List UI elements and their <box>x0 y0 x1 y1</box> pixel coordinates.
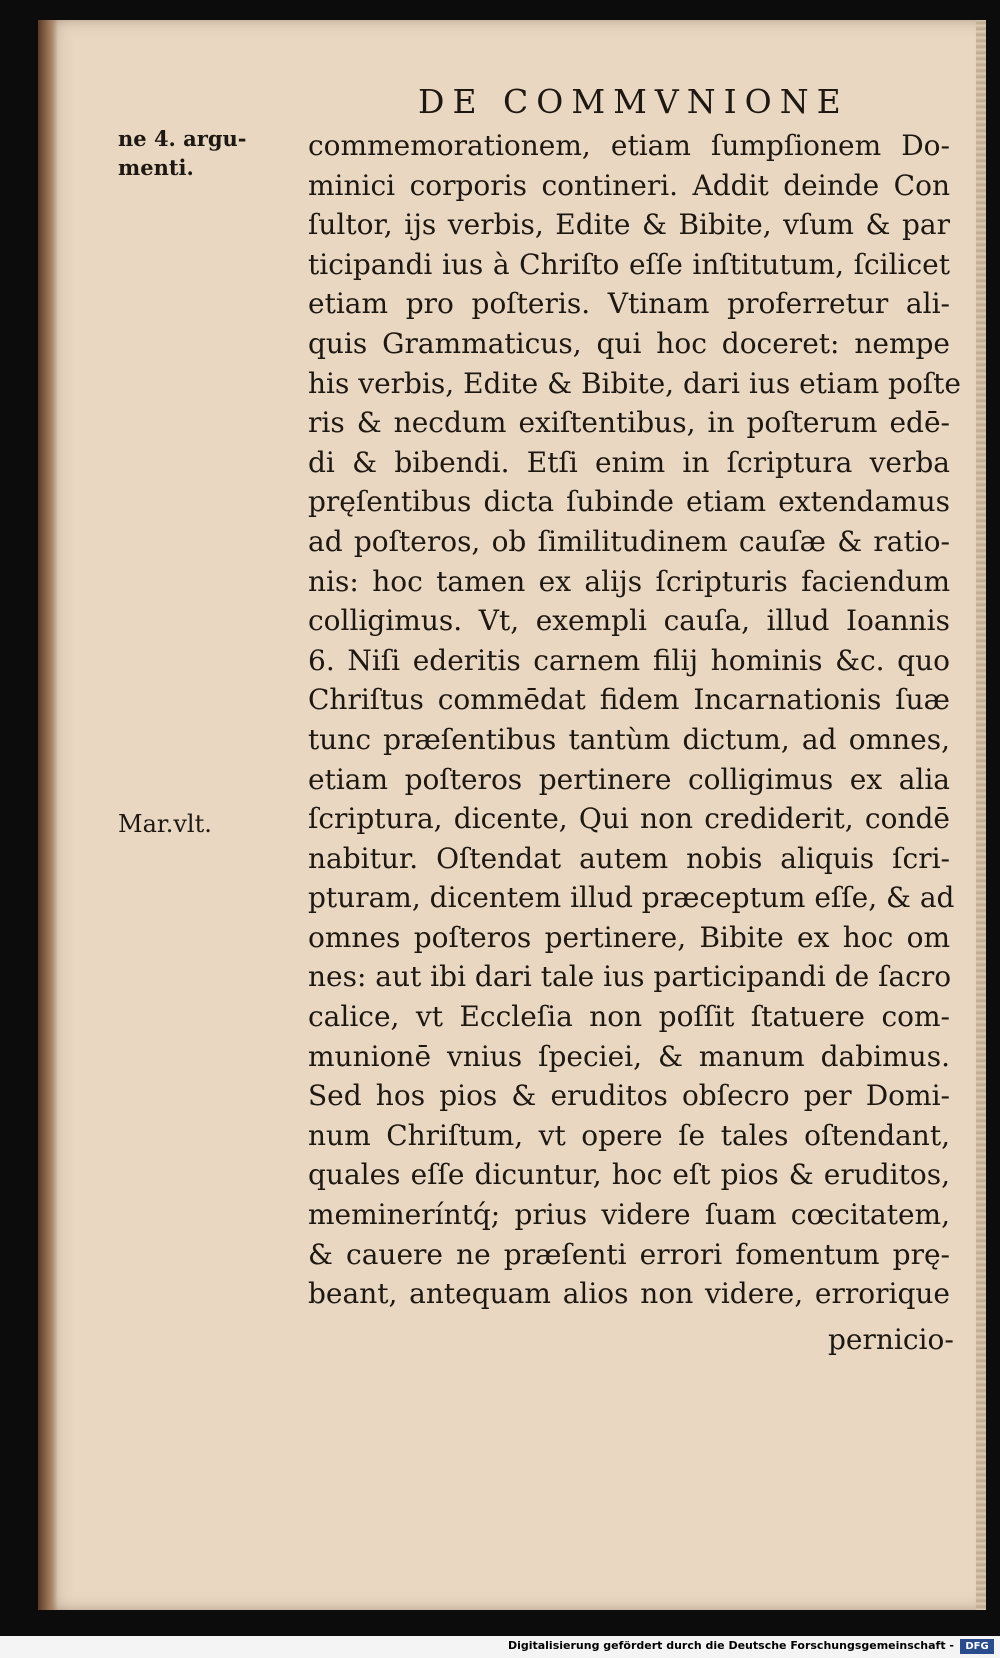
text-line: munionē vnius ſpeciei, & manum dabimus. <box>308 1039 950 1073</box>
text-line: di & bibendi. Etſi enim in ſcriptura verba <box>308 445 950 479</box>
text-line: ſcriptura, dicente, Qui non crediderit, condē <box>308 802 950 836</box>
text-line: etiam pro poſteris. Vtinam proferretur ali- <box>308 287 950 321</box>
running-head: DE COMMVNIONE <box>418 82 849 121</box>
text-line: etiam poſteros pertinere colligimus ex alia <box>308 762 950 796</box>
text-line: his verbis, Edite & Bibite, dari ius etiam poſte <box>308 366 961 400</box>
dfg-logo: DFG <box>960 1639 994 1654</box>
text-line: tunc præſentibus tantùm dictum, ad omnes, <box>308 722 950 756</box>
body-text <box>308 126 961 1314</box>
text-line: quales eſſe dicuntur, hoc eſt pios & eruditos, <box>308 1158 950 1192</box>
catchword: pernicio- <box>828 1323 954 1356</box>
text-line: memineríntq́; prius videre ſuam cœcitatem, <box>308 1198 950 1232</box>
text-line: commemorationem, etiam ſumpſionem Do- <box>308 129 950 162</box>
digitization-footer <box>0 1636 1000 1658</box>
text-line: ad poſteros, ob ſimilitudinem cauſæ & ratio- <box>308 524 950 558</box>
text-line: pręſentibus dicta ſubinde etiam extendamus <box>308 485 950 519</box>
text-line: nabitur. Oſtendat autem nobis aliquis ſcri- <box>308 841 950 875</box>
page-edge <box>976 20 986 1610</box>
text-line: pturam, dicentem illud præceptum eſſe, & ad <box>308 881 955 915</box>
text-line: minici corporis contineri. Addit deinde Con <box>308 168 950 202</box>
text-line: colligimus. Vt, exempli cauſa, illud Ioannis <box>308 604 950 638</box>
margin-note-reference: Mar.vlt. <box>118 810 212 838</box>
text-line: omnes poſteros pertinere, Bibite ex hoc om <box>308 920 950 954</box>
book-page <box>38 20 986 1610</box>
text-line: ticipandi ius à Chriſto eſſe inſtitutum, ſcilicet <box>308 247 950 281</box>
funding-credit: Digitalisierung gefördert durch die Deutsche Forschungsgemeinschaft - <box>507 1639 954 1652</box>
text-line: 6. Niſi ederitis carnem filij hominis &c. quo <box>308 643 950 677</box>
margin-note-argument <box>118 124 247 182</box>
text-line: num Chriſtum, vt opere ſe tales oſtendant, <box>308 1118 950 1152</box>
text-line: beant, antequam alios non videre, errorique <box>308 1277 950 1311</box>
text-line: nis: hoc tamen ex alijs ſcripturis faciendum <box>308 564 950 598</box>
text-line: calice, vt Eccleſia non poſſit ſtatuere com- <box>308 1000 950 1034</box>
book-spine <box>38 20 58 1610</box>
text-line: Sed hos pios & eruditos obſecro per Domi- <box>308 1079 950 1113</box>
text-line: Chriſtus commēdat fidem Incarnationis ſuæ <box>308 683 950 717</box>
text-line: quis Grammaticus, qui hoc doceret: nempe <box>308 326 950 360</box>
text-line: & cauere ne præſenti errori fomentum prę- <box>308 1237 950 1271</box>
text-line: ris & necdum exiſtentibus, in poſterum edē- <box>308 406 950 440</box>
text-line: ſultor, ijs verbis, Edite & Bibite, vſum & par <box>308 208 950 242</box>
text-line: nes: aut ibi dari tale ius participandi de ſacro <box>308 960 952 994</box>
margin-note-line: ne 4. argu- <box>118 126 247 151</box>
margin-note-line: menti. <box>118 155 194 180</box>
